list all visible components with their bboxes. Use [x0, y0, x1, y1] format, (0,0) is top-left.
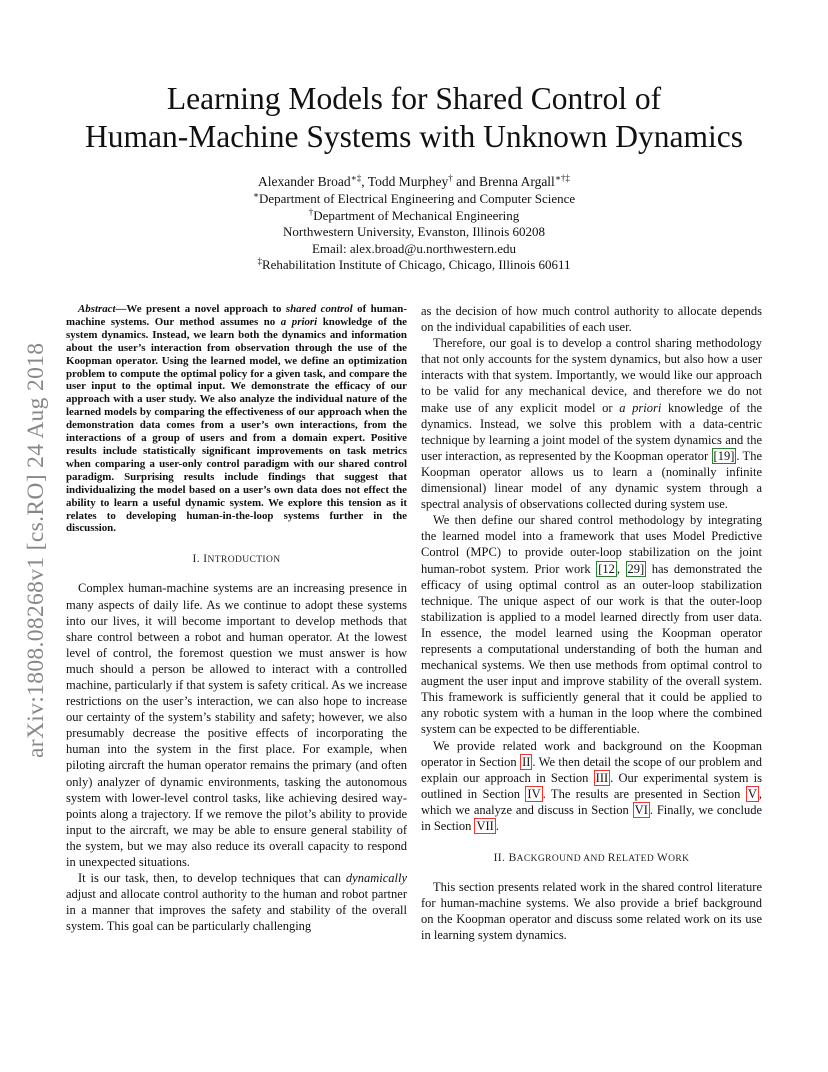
section-heading-introduction	[66, 551, 407, 568]
right-column	[421, 303, 762, 944]
title-line-2: Human-Machine Systems with Unknown Dynamics	[85, 119, 743, 154]
section-number: II.	[493, 852, 509, 865]
author-1-marks: ∗‡	[350, 173, 362, 183]
abstract-text: —We present a novel approach to	[115, 303, 286, 315]
affiliation-line	[100, 257, 728, 273]
paragraph-text: has demonstrated the efficacy of using optimal control as an outer-loop stabilization technique. The unique aspect of our work is that the outer-loop stabilization is applied to a model learned directly from user data. In essence, the model learned using the Koopman operator represents a computational understanding of both the human and mechanical systems. We then use methods from optimal control to augment the user input and improve stability of the overall system. This framework is sufficiently general that it could be applied to any robotic system with a human in the loop where the combined system can be expected to be differentiable.	[421, 561, 763, 737]
section-link[interactable]: III	[595, 770, 609, 785]
paragraph-text: ,	[616, 561, 626, 576]
paragraph-text: . The Koopman operator allows us to learn a (nominally infinite dimensional) linear model of any dynamic system through a spectral analysis of observations collected during system use.	[421, 448, 762, 512]
paragraph-text: adjust and allocate control authority to the human and robot partner in a manner that improves the safety and stability of the overall system. This goal can be particularly challenging	[66, 887, 407, 934]
paragraph-text: .	[495, 819, 499, 833]
abstract-emphasis: shared control	[285, 303, 353, 315]
section-link[interactable]: II	[522, 754, 531, 769]
affiliation-line	[100, 224, 728, 240]
affiliation-text: Department of Electrical Engineering and Computer Science	[258, 191, 576, 207]
intro-paragraph-2	[66, 870, 407, 934]
paragraph-text: Therefore, our goal is to develop a control sharing methodology that not only accounts for the system dynamics, but also how a user interacts with that system. Importantly, we would like our approach to be valid for any mechanical device, and therefore we do not make use of any explicit model or	[421, 336, 762, 415]
citation-link[interactable]: [19]	[713, 448, 735, 463]
section-title-rest: ACKGROUND AND	[516, 854, 608, 865]
paragraph-emphasis: dynamically	[345, 871, 407, 886]
affiliation-line	[100, 208, 728, 224]
abstract-text: knowledge of the system dynamics. Instead, we learn both the dynamics and information about the user’s interaction from observation through the use of the Koopman operator. Using the learned model, we define an optimization problem to compute the optimal policy for a given task, and compare the user input to the optimal input. We demonstrate the efficacy of our approach with a user study. We also analyze the individual nature of the learned models by comparing the effectiveness of our approach when the demonstration data comes from a user’s own interactions, from the interactions of a group of users and from a domain expert. Positive results include statistically significant improvements on task metrics when comparing a user-only control paradigm with our shared control paradigm. Surprising results include findings that suggest that individualizing the model based on a user’s own data does not effect the ability to learn a useful dynamic system. We explore this tension as it relates to developing human-in-the-loop systems further in the discussion.	[66, 315, 407, 535]
background-paragraph-1: This section presents related work in the shared control literature for human-machine systems. We also provide a brief background on the Koopman operator and discuss some related work on its use in learning system dynamics.	[421, 880, 762, 943]
intro-paragraph-3	[421, 335, 762, 512]
author-2-marks: †	[448, 173, 453, 183]
affiliation-line	[100, 191, 728, 207]
affiliation-text: Department of Mechanical Engineering	[313, 207, 520, 223]
section-title-cap: B	[508, 852, 517, 865]
author-3-marks: ∗†‡	[554, 173, 570, 183]
paragraph-text: , which we analyze and discuss in Section	[421, 786, 762, 817]
abstract-label: Abstract	[78, 303, 116, 315]
author-separator: and	[452, 174, 479, 189]
paragraph-text: We provide related work and background on the Koopman operator in Section	[421, 738, 762, 769]
author-separator: ,	[361, 174, 368, 189]
author-3: Brenna Argall	[478, 174, 555, 189]
author-2: Todd Murphey	[367, 174, 449, 189]
intro-paragraph-2-continued: as the decision of how much control authority to allocate depends on the individual capabilities of each user.	[421, 304, 762, 335]
section-title-rest: ELATED	[615, 854, 657, 865]
section-link[interactable]: IV	[527, 786, 541, 801]
paragraph-text: . Our experimental system is outlined in Section	[421, 770, 762, 801]
paragraph-text: . Finally, we conclude in Section	[421, 802, 762, 833]
paragraph-text: It is our task, then, to develop techniques that can	[78, 871, 346, 886]
left-column	[66, 303, 407, 934]
title-line-1: Learning Models for Shared Control of	[166, 81, 662, 116]
affiliation-line	[100, 241, 728, 257]
author-email: Email: alex.broad@u.northwestern.edu	[311, 240, 517, 256]
abstract-emphasis: a priori	[280, 315, 318, 328]
arxiv-stamp: arXiv:1808.08268v1 [cs.RO] 24 Aug 2018	[23, 342, 49, 758]
author-block	[100, 174, 728, 273]
section-number: I.	[192, 553, 204, 566]
section-link[interactable]: VII	[476, 819, 494, 833]
author-1: Alexander Broad	[258, 174, 351, 189]
citation-link[interactable]: 29]	[627, 561, 645, 576]
intro-paragraph-1: Complex human-machine systems are an increasing presence in many aspects of daily life. As we continue to adopt these systems into our lives, it will become important to develop methods that share control between a robot and human operator. At the lowest level of control, the foremost question we must answer is how much should a person be allowed to interact with a controlled machine, particularly if that system is safety critical. As we increase restrictions on the user’s interaction, we can also hope to increase our certainty of the system’s stability and safety; however, we also presumably decrease the positive effects of incorporating the human into the system in the first place. For example, when piloting aircraft the human operator remains the primary (and often only) analyzer of dynamic environments, tasking the autonomous system with lower-level control tasks, like achieving desired way-points along a trajectory. If we remove the pilot’s ability to provide input to the aircraft, we may be able to ensure general stability of the system, but we may also reduce its overall capacity to respond in unexpected situations.	[66, 581, 407, 869]
author-names	[100, 174, 728, 190]
section-title-cap: R	[607, 852, 616, 865]
affiliation-mark: ∗	[252, 190, 259, 201]
paper-title	[40, 80, 788, 156]
citation-link[interactable]: [12	[598, 561, 615, 576]
abstract	[66, 303, 407, 535]
section-heading-background	[421, 850, 762, 867]
paragraph-text: We then define our shared control methodology by integrating the learned model into a framework that uses Model Predictive Control (MPC) to provide outer-loop stabilization on the joint human-robot system. Prior work	[421, 513, 762, 576]
affiliation-mark: †	[308, 206, 314, 217]
paragraph-text: knowledge of the dynamics. Instead, we solve this problem with a data-centric technique by learning a joint model of the system dynamics and the user interaction, as represented by the Koopman operator	[421, 400, 762, 463]
affiliation-mark: ‡	[257, 256, 262, 267]
abstract-text: of human-machine systems. Our method assumes no	[66, 303, 407, 328]
intro-paragraph-5	[421, 738, 762, 835]
section-title-cap: I	[203, 553, 208, 566]
section-link[interactable]: V	[747, 786, 757, 801]
paragraph-emphasis: a priori	[619, 400, 662, 415]
paragraph-text: . The results are presented in Section	[542, 786, 746, 801]
intro-paragraph-4	[421, 512, 762, 737]
section-title-rest: NTRODUCTION	[207, 555, 281, 566]
section-title-rest: ORK	[668, 854, 690, 865]
paragraph-text: . We then detail the scope of our problem and explain our approach in Section	[421, 754, 762, 785]
affiliation-text: Northwestern University, Evanston, Illinois 60208	[282, 224, 545, 240]
section-title-cap: W	[656, 852, 669, 865]
section-link[interactable]: VI	[634, 802, 648, 817]
affiliation-text: Rehabilitation Institute of Chicago, Chicago, Illinois 60611	[261, 257, 571, 273]
